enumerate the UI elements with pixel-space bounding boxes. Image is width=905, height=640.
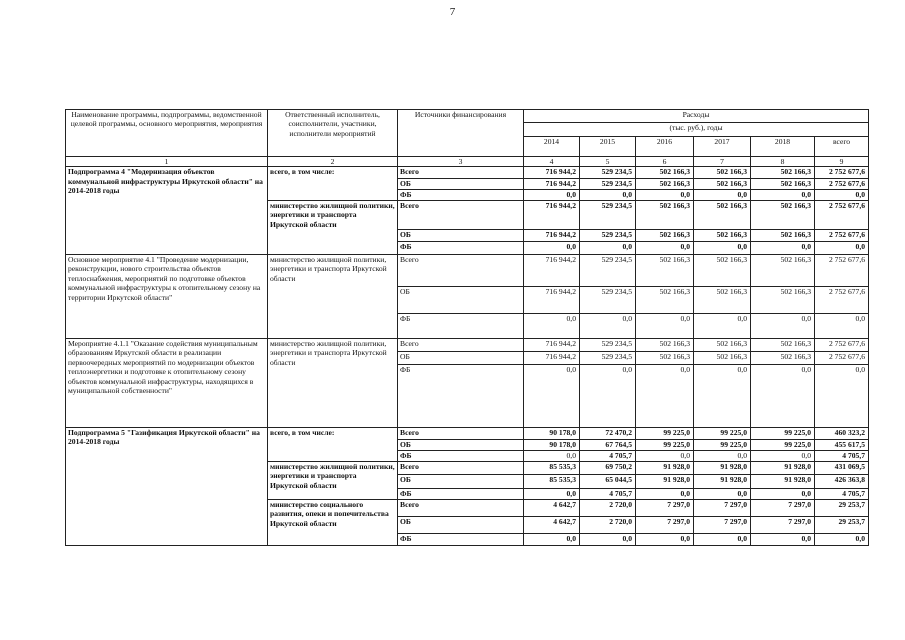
amount-year: 502 166,3	[694, 286, 751, 313]
funding-source: ОБ	[398, 474, 524, 488]
amount-year: 502 166,3	[694, 229, 751, 241]
amount-year: 0,0	[580, 241, 636, 254]
amount-year: 529 234,5	[580, 229, 636, 241]
amount-year: 0,0	[751, 190, 815, 200]
amount-year: 0,0	[636, 190, 694, 200]
funding-source: ОБ	[398, 351, 524, 364]
funding-source: Всего	[398, 167, 524, 179]
funding-source: ОБ	[398, 439, 524, 450]
amount-year: 65 044,5	[580, 474, 636, 488]
amount-year: 85 535,3	[524, 474, 580, 488]
amount-total: 0,0	[815, 190, 869, 200]
amount-year: 716 944,2	[524, 229, 580, 241]
amount-year: 91 928,0	[751, 461, 815, 474]
table-row	[66, 254, 869, 286]
header-units: (тыс. руб.), годы	[524, 123, 869, 137]
amount-year: 716 944,2	[524, 351, 580, 364]
program-name: Основное мероприятие 4.1 "Проведение модернизации, реконструкции, нового строительства объектов теплоснабжения, мероприятий по подготовке объектов коммунальной инфраструктуры к отопительному сезону на территории Иркутской области"	[66, 254, 268, 338]
executor: всего, в том числе:	[268, 427, 398, 461]
amount-year: 99 225,0	[751, 439, 815, 450]
amount-year: 716 944,2	[524, 200, 580, 229]
amount-year: 716 944,2	[524, 286, 580, 313]
amount-year: 502 166,3	[751, 200, 815, 229]
funding-source: ФБ	[398, 190, 524, 200]
header-executor: Ответственный исполнитель, соисполнители, участники, исполнители мероприятий	[268, 110, 398, 157]
amount-year: 0,0	[524, 488, 580, 499]
amount-year: 716 944,2	[524, 167, 580, 179]
funding-source: ФБ	[398, 364, 524, 427]
header-expenses: Расходы	[524, 110, 869, 123]
executor: министерство жилищной политики, энергетики и транспорта Иркутской области	[268, 338, 398, 427]
amount-year: 0,0	[580, 364, 636, 427]
funding-source: ОБ	[398, 229, 524, 241]
expenses-table	[65, 109, 869, 546]
amount-year: 0,0	[524, 241, 580, 254]
amount-year: 502 166,3	[694, 167, 751, 179]
amount-year: 0,0	[751, 364, 815, 427]
amount-year: 4 642,7	[524, 499, 580, 516]
header-year: 2015	[580, 137, 636, 157]
amount-year: 502 166,3	[751, 351, 815, 364]
header-total: всего	[815, 137, 869, 157]
funding-source: Всего	[398, 499, 524, 516]
amount-total: 460 323,2	[815, 427, 869, 439]
amount-year: 99 225,0	[694, 427, 751, 439]
amount-year: 502 166,3	[694, 254, 751, 286]
col-number: 4	[524, 157, 580, 167]
col-number: 2	[268, 157, 398, 167]
col-number: 7	[694, 157, 751, 167]
amount-year: 99 225,0	[636, 439, 694, 450]
amount-year: 7 297,0	[636, 499, 694, 516]
funding-source: Всего	[398, 200, 524, 229]
executor: министерство жилищной политики, энергетики и транспорта Иркутской области	[268, 461, 398, 499]
executor: всего, в том числе:	[268, 167, 398, 200]
amount-total: 426 363,8	[815, 474, 869, 488]
amount-year: 502 166,3	[751, 229, 815, 241]
funding-source: ФБ	[398, 533, 524, 545]
amount-year: 67 764,5	[580, 439, 636, 450]
amount-total: 0,0	[815, 533, 869, 545]
amount-year: 4 705,7	[580, 488, 636, 499]
amount-year: 0,0	[580, 533, 636, 545]
amount-year: 0,0	[524, 364, 580, 427]
header-program-name: Наименование программы, подпрограммы, ведомственной целевой программы, основного мероприятия, мероприятия	[66, 110, 268, 157]
amount-year: 0,0	[636, 533, 694, 545]
amount-year: 0,0	[694, 190, 751, 200]
amount-year: 502 166,3	[751, 286, 815, 313]
amount-year: 99 225,0	[694, 439, 751, 450]
amount-year: 2 720,0	[580, 516, 636, 533]
amount-year: 91 928,0	[694, 461, 751, 474]
amount-year: 0,0	[524, 190, 580, 200]
amount-year: 502 166,3	[636, 179, 694, 190]
amount-year: 529 234,5	[580, 254, 636, 286]
amount-year: 0,0	[524, 450, 580, 461]
amount-year: 502 166,3	[636, 229, 694, 241]
amount-year: 72 470,2	[580, 427, 636, 439]
program-name: Мероприятие 4.1.1 "Оказание содействия муниципальным образованиям Иркутской области в реализации первоочередных мероприятий по модернизации объектов теплоэнергетики и подготовке к отопительному сезону объектов коммунальной инфраструктуры, находящихся в муниципальной собственности"	[66, 338, 268, 427]
amount-total: 0,0	[815, 364, 869, 427]
amount-year: 7 297,0	[694, 499, 751, 516]
amount-year: 0,0	[524, 533, 580, 545]
funding-source: ОБ	[398, 179, 524, 190]
funding-source: Всего	[398, 254, 524, 286]
funding-source: Всего	[398, 427, 524, 439]
amount-total: 2 752 677,6	[815, 229, 869, 241]
amount-total: 29 253,7	[815, 499, 869, 516]
amount-total: 2 752 677,6	[815, 254, 869, 286]
amount-total: 2 752 677,6	[815, 200, 869, 229]
amount-year: 502 166,3	[636, 286, 694, 313]
amount-year: 716 944,2	[524, 179, 580, 190]
amount-year: 502 166,3	[636, 351, 694, 364]
amount-total: 0,0	[815, 313, 869, 338]
funding-source: ФБ	[398, 313, 524, 338]
amount-year: 529 234,5	[580, 351, 636, 364]
amount-year: 0,0	[524, 313, 580, 338]
amount-year: 0,0	[694, 241, 751, 254]
amount-year: 502 166,3	[636, 254, 694, 286]
funding-source: ФБ	[398, 450, 524, 461]
executor: министерство жилищной политики, энергетики и транспорта Иркутской области	[268, 254, 398, 338]
amount-total: 431 069,5	[815, 461, 869, 474]
amount-total: 4 705,7	[815, 488, 869, 499]
amount-year: 0,0	[694, 364, 751, 427]
col-number: 6	[636, 157, 694, 167]
amount-year: 0,0	[751, 488, 815, 499]
amount-year: 90 178,0	[524, 439, 580, 450]
amount-year: 0,0	[751, 450, 815, 461]
amount-year: 0,0	[694, 488, 751, 499]
amount-year: 0,0	[580, 313, 636, 338]
amount-year: 502 166,3	[694, 179, 751, 190]
amount-year: 502 166,3	[694, 338, 751, 351]
amount-year: 85 535,3	[524, 461, 580, 474]
amount-year: 90 178,0	[524, 427, 580, 439]
amount-year: 69 750,2	[580, 461, 636, 474]
amount-total: 2 752 677,6	[815, 286, 869, 313]
executor: министерство жилищной политики, энергетики и транспорта Иркутской области	[268, 200, 398, 254]
amount-total: 2 752 677,6	[815, 338, 869, 351]
funding-source: Всего	[398, 461, 524, 474]
header-funding-source: Источники финансирования	[398, 110, 524, 157]
funding-source: Всего	[398, 338, 524, 351]
amount-year: 91 928,0	[636, 461, 694, 474]
amount-year: 502 166,3	[751, 254, 815, 286]
amount-year: 0,0	[694, 313, 751, 338]
funding-source: ФБ	[398, 488, 524, 499]
col-number: 1	[66, 157, 268, 167]
amount-year: 502 166,3	[636, 338, 694, 351]
amount-year: 529 234,5	[580, 338, 636, 351]
amount-total: 29 253,7	[815, 516, 869, 533]
amount-total: 2 752 677,6	[815, 167, 869, 179]
amount-year: 0,0	[636, 241, 694, 254]
amount-year: 502 166,3	[694, 200, 751, 229]
amount-total: 4 705,7	[815, 450, 869, 461]
amount-year: 716 944,2	[524, 254, 580, 286]
amount-year: 2 720,0	[580, 499, 636, 516]
amount-year: 529 234,5	[580, 167, 636, 179]
page-number: 7	[449, 6, 456, 18]
amount-year: 716 944,2	[524, 338, 580, 351]
header-year: 2018	[751, 137, 815, 157]
funding-source: ОБ	[398, 286, 524, 313]
amount-year: 0,0	[751, 313, 815, 338]
program-name: Подпрограмма 4 "Модернизация объектов коммунальной инфраструктуры Иркутской области" на 2014-2018 годы	[66, 167, 268, 254]
amount-year: 502 166,3	[751, 179, 815, 190]
amount-year: 4 642,7	[524, 516, 580, 533]
header-year: 2017	[694, 137, 751, 157]
table-row	[66, 167, 869, 179]
amount-year: 91 928,0	[751, 474, 815, 488]
amount-year: 529 234,5	[580, 286, 636, 313]
amount-year: 7 297,0	[751, 499, 815, 516]
header-year: 2014	[524, 137, 580, 157]
amount-year: 0,0	[694, 450, 751, 461]
amount-year: 0,0	[751, 241, 815, 254]
amount-year: 0,0	[636, 450, 694, 461]
executor: министерство социального развития, опеки и попечительства Иркутской области	[268, 499, 398, 545]
col-number: 8	[751, 157, 815, 167]
amount-total: 0,0	[815, 241, 869, 254]
amount-year: 0,0	[636, 364, 694, 427]
amount-total: 455 617,5	[815, 439, 869, 450]
amount-total: 2 752 677,6	[815, 351, 869, 364]
amount-year: 0,0	[751, 533, 815, 545]
amount-year: 0,0	[694, 533, 751, 545]
amount-year: 529 234,5	[580, 179, 636, 190]
program-name: Подпрограмма 5 "Газификация Иркутской области" на 2014-2018 годы	[66, 427, 268, 545]
header-year: 2016	[636, 137, 694, 157]
amount-year: 7 297,0	[694, 516, 751, 533]
amount-year: 91 928,0	[694, 474, 751, 488]
amount-year: 7 297,0	[636, 516, 694, 533]
amount-year: 4 705,7	[580, 450, 636, 461]
amount-year: 502 166,3	[751, 167, 815, 179]
col-number: 5	[580, 157, 636, 167]
col-number: 9	[815, 157, 869, 167]
amount-year: 7 297,0	[751, 516, 815, 533]
table-row	[66, 338, 869, 351]
amount-year: 0,0	[636, 313, 694, 338]
amount-total: 2 752 677,6	[815, 179, 869, 190]
amount-year: 99 225,0	[636, 427, 694, 439]
funding-source: ФБ	[398, 241, 524, 254]
amount-year: 502 166,3	[751, 338, 815, 351]
amount-year: 502 166,3	[636, 200, 694, 229]
table-row	[66, 427, 869, 439]
amount-year: 502 166,3	[636, 167, 694, 179]
amount-year: 99 225,0	[751, 427, 815, 439]
amount-year: 91 928,0	[636, 474, 694, 488]
col-number: 3	[398, 157, 524, 167]
funding-source: ОБ	[398, 516, 524, 533]
amount-year: 529 234,5	[580, 200, 636, 229]
amount-year: 502 166,3	[694, 351, 751, 364]
amount-year: 0,0	[636, 488, 694, 499]
amount-year: 0,0	[580, 190, 636, 200]
